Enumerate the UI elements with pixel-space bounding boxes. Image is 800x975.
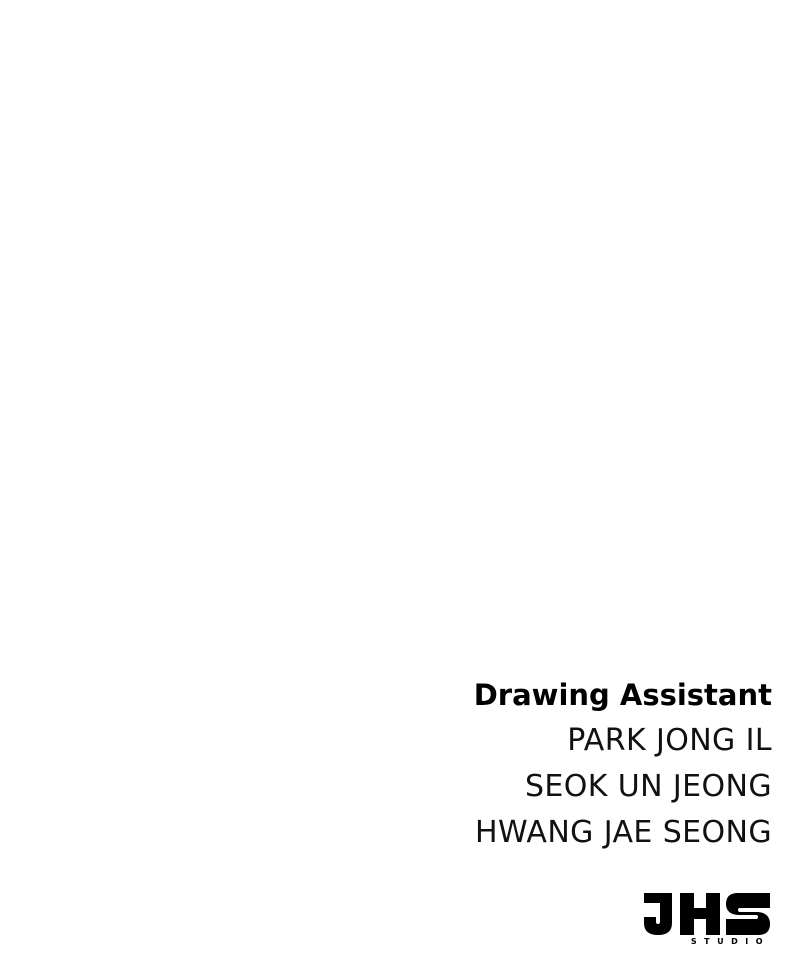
credits-name: HWANG JAE SEONG xyxy=(475,815,772,850)
credits-role-label: Drawing Assistant xyxy=(473,678,772,712)
credits-name: PARK JONG IL xyxy=(567,723,772,758)
studio-logo xyxy=(592,893,772,953)
credits-name: SEOK UN JEONG xyxy=(524,769,772,804)
jhs-wordmark-icon xyxy=(642,893,772,935)
credits-block xyxy=(172,672,772,856)
studio-logo-subtitle: STUDIO xyxy=(690,937,770,946)
